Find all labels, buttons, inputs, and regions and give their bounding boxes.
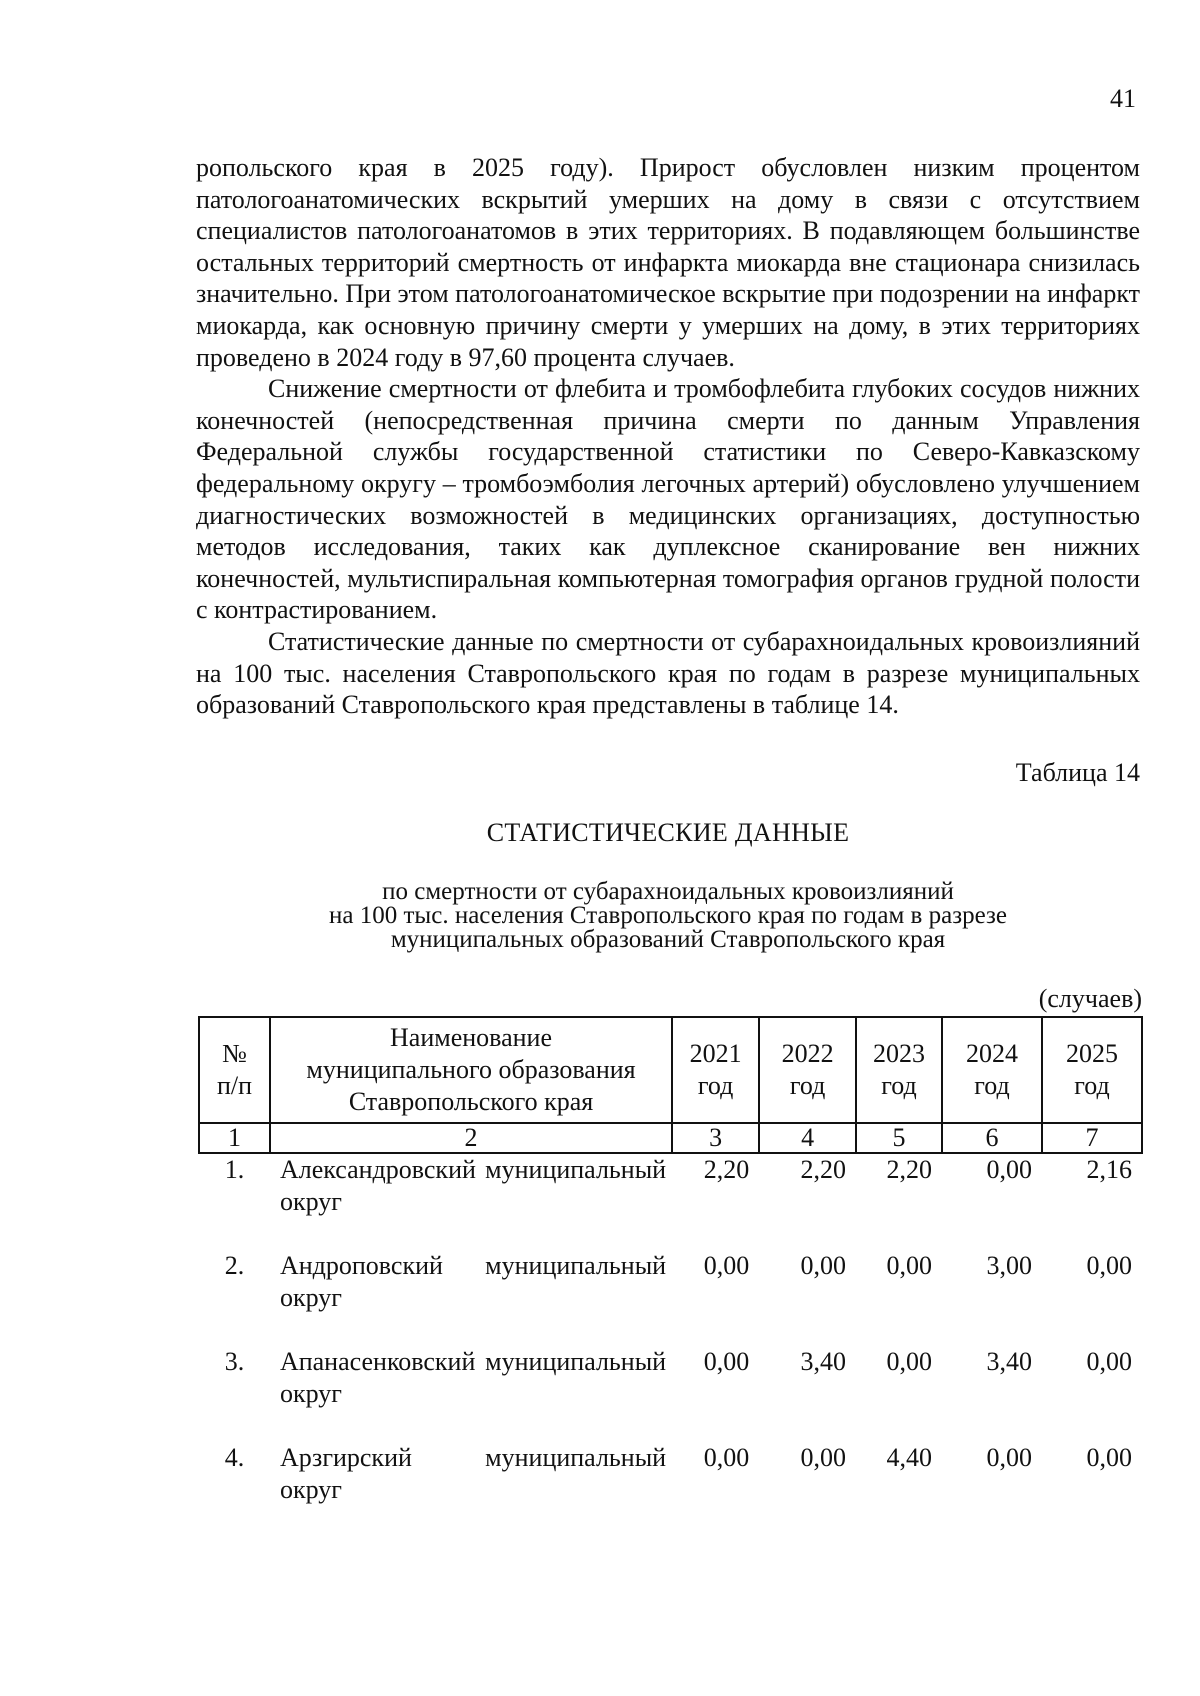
value-2023: 0,00 [886, 1251, 932, 1280]
value-2025: 2,16 [1086, 1155, 1132, 1184]
header-year-2023: 2023 год [856, 1017, 942, 1123]
header-year-2021: 2021 год [672, 1017, 759, 1123]
value-2025: 0,00 [1086, 1251, 1132, 1280]
value-2021: 2,20 [703, 1155, 750, 1184]
column-number: 4 [759, 1123, 856, 1153]
table-subtitle [196, 880, 1140, 952]
value-2023: 4,40 [886, 1443, 932, 1472]
table-subtitle-line: на 100 тыс. населения Ставропольского края по годам в разрезе [329, 902, 1007, 929]
row-number: 4. [224, 1443, 245, 1472]
table-row [199, 1442, 1142, 1538]
value-2022: 0,00 [800, 1443, 846, 1472]
column-number: 5 [856, 1123, 942, 1153]
value-2022: 2,20 [800, 1155, 846, 1184]
value-2024: 3,40 [986, 1347, 1032, 1376]
value-2025: 0,00 [1086, 1347, 1132, 1376]
paragraph-1: ропольского края в 2025 году). Прирост обусловлен низким процентом патологоанатомических вскрытий умерших на дому в связи с отсутствием специалистов патологоанатомов в этих территориях. В подавляющем большинстве остальных территорий смертность от инфаркта миокарда вне стационара снизилась значительно. При этом патологоанатомическое вскрытие при подозрении на инфаркт миокарда, как основную причину смерти у умерших на дому, в этих территориях проведено в 2024 году в 97,60 процента случаев. [196, 153, 1140, 372]
value-2021: 0,00 [703, 1347, 750, 1376]
value-2021: 0,00 [703, 1443, 750, 1472]
page-number: 41 [1110, 84, 1136, 113]
column-number: 3 [672, 1123, 759, 1153]
row-number: 3. [224, 1347, 245, 1376]
table-title: СТАТИСТИЧЕСКИЕ ДАННЫЕ [486, 818, 850, 847]
row-number: 1. [224, 1155, 245, 1184]
table-unit: (случаев) [1038, 984, 1142, 1013]
header-year-2025: 2025 год [1042, 1017, 1142, 1123]
header-municipality-name: Наименование муниципального образования Ставропольского края [270, 1017, 672, 1123]
paragraph-2: Снижение смертности от флебита и тромбофлебита глубоких сосудов нижних конечностей (непосредственная причина смерти по данным Управления Федеральной службы государственной статистики по Северо-Кавказскому федеральному округу – тромбоэмболия легочных артерий) обусловлено улучшением диагностических возможностей в медицинских организациях, доступностью методов исследования, таких как дуплексное сканирование вен нижних конечностей, мультиспиральная компьютерная томография органов грудной полости с контрастированием. [196, 374, 1140, 625]
statistics-table [198, 1016, 1143, 1538]
column-number: 6 [942, 1123, 1042, 1153]
value-2024: 3,00 [986, 1251, 1032, 1280]
table-row [199, 1346, 1142, 1442]
municipality-name: Александровский муниципальный округ [279, 1155, 667, 1216]
header-number: № п/п [199, 1017, 270, 1123]
header-year-2024: 2024 год [942, 1017, 1042, 1123]
value-2021: 0,00 [703, 1251, 750, 1280]
header-year-2022: 2022 год [759, 1017, 856, 1123]
municipality-name: Апанасенковский муниципальный округ [279, 1347, 667, 1408]
column-number: 7 [1042, 1123, 1142, 1153]
table-row [199, 1153, 1142, 1250]
table-header-row [199, 1017, 1142, 1123]
municipality-name: Андроповский муниципальный округ [279, 1251, 667, 1312]
value-2024: 0,00 [986, 1155, 1032, 1184]
value-2025: 0,00 [1086, 1443, 1132, 1472]
value-2023: 2,20 [886, 1155, 932, 1184]
table-row [199, 1250, 1142, 1346]
column-numbers-row [199, 1123, 1142, 1153]
column-number: 2 [270, 1123, 672, 1153]
value-2022: 3,40 [800, 1347, 846, 1376]
body-text [196, 152, 1140, 721]
paragraph-3: Статистические данные по смертности от субарахноидальных кровоизлияний на 100 тыс. населения Ставропольского края по годам в разрезе муниципальных образований Ставропольского края представлены в таблице 14. [196, 626, 1140, 720]
table-subtitle-line: по смертности от субарахноидальных кровоизлияний [382, 878, 954, 905]
value-2023: 0,00 [886, 1347, 932, 1376]
municipality-name: Арзгирский муниципальный округ [279, 1443, 667, 1504]
table-subtitle-line: муниципальных образований Ставропольского края [390, 926, 946, 953]
column-number: 1 [199, 1123, 270, 1153]
value-2024: 0,00 [986, 1443, 1032, 1472]
row-number: 2. [224, 1251, 245, 1280]
table-label: Таблица 14 [1015, 758, 1140, 787]
value-2022: 0,00 [800, 1251, 846, 1280]
